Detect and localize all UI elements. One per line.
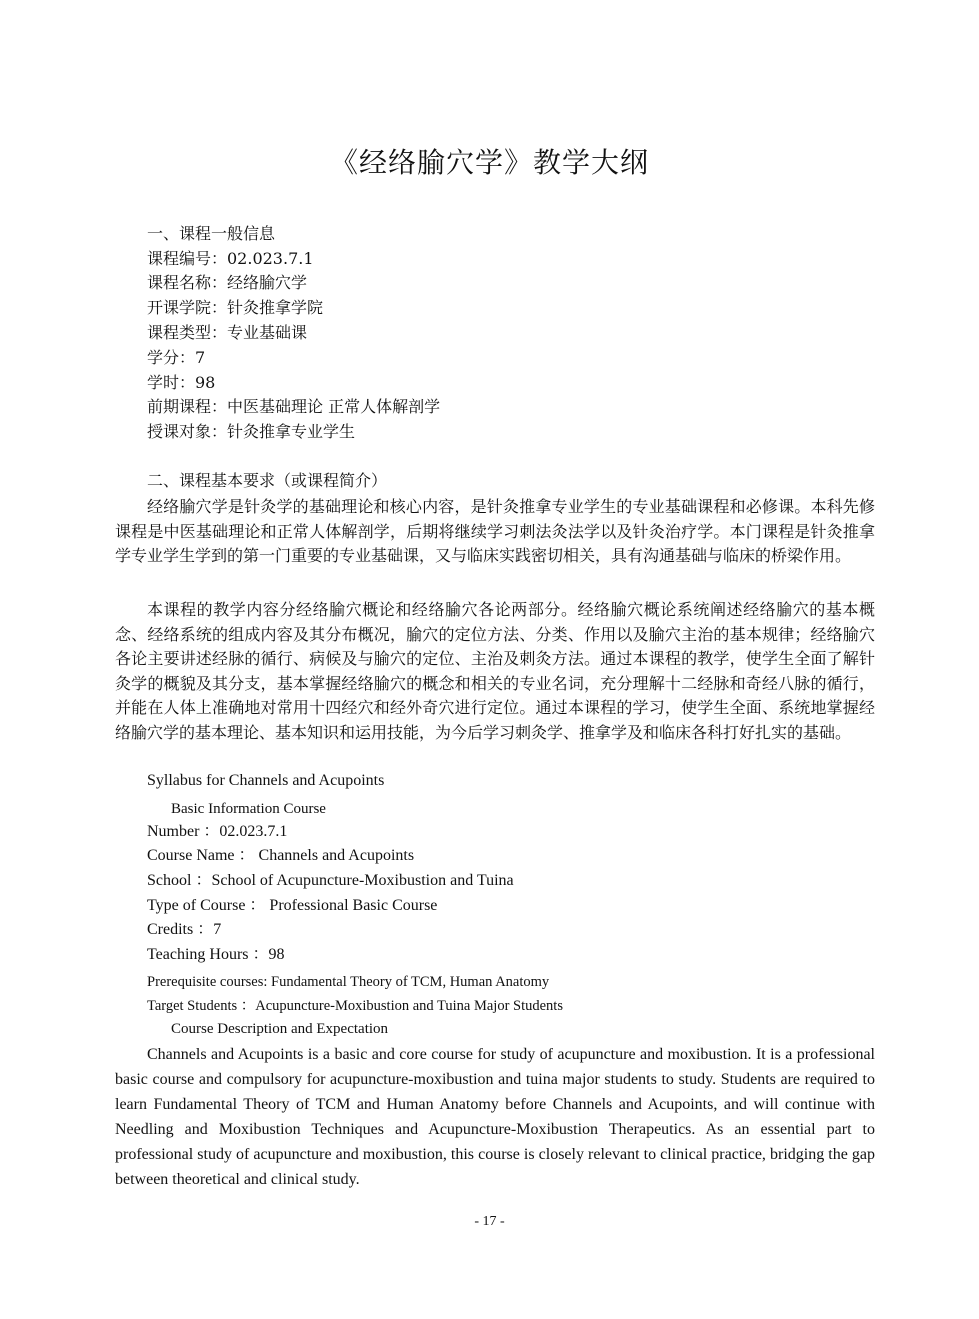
description-heading-en: Course Description and Expectation	[171, 1021, 389, 1037]
syllabus-title-en: Syllabus for Channels and Acupoints	[147, 772, 385, 789]
course-type: 课程类型：专业基础课	[147, 323, 308, 342]
paragraph-content: 本课程的教学内容分经络腧穴概论和经络腧穴各论两部分。经络腧穴概论系统阐述经络腧穴的基本概念、经络系统的组成内容及其分布概况，腧穴的定位方法、分类、作用以及腧穴主治的基本规律；经络腧穴各论主要讲述经脉的循行、病候及与腧穴的定位、主治及刺灸方法。通过本课程的教学，使学生全面了解针灸学的概貌及其分支，基本掌握经络腧穴的概念和相关的专业名词，充分理解十二经脉和奇经八脉的循行，并能在人体上准确地对常用十四经穴和经外奇穴进行定位。通过本课程的学习，使学生全面、系统地掌握经络腧穴学的基本理论、基本知识和运用技能，为今后学习刺灸学、推拿学及和临床各科打好扎实的基础。	[115, 600, 875, 742]
section-heading-requirements: 二、课程基本要求（或课程简介）	[147, 471, 388, 490]
credits-en: Credits ：7	[147, 921, 222, 938]
course-name: 课程名称：经络腧穴学	[147, 273, 308, 292]
basic-info-heading-en: Basic Information Course	[171, 801, 326, 817]
course-type-en: Type of Course ： Professional Basic Course	[147, 897, 438, 914]
course-number: 课程编号：02.023.7.1	[147, 249, 314, 268]
target-students: 授课对象：针灸推拿专业学生	[147, 422, 356, 441]
course-name-en: Course Name ： Channels and Acupoints	[147, 847, 415, 864]
prerequisites-en: Prerequisite courses: Fundamental Theory of TCM, Human Anatomy	[147, 974, 550, 990]
page-title: 《经络腧穴学》教学大纲	[329, 146, 649, 179]
description-paragraph-en: Channels and Acupoints is a basic and core course for study of acupuncture and moxibustion. It is a professional basic course and compulsory for acupuncture-moxibustion and tuina major students to study. Students are required to learn Fundamental Theory of TCM and Human Anatomy before Channels and Acupoints, and will continue with Needling and Moxibustion Techniques and Acupuncture-Moxibustion Therapeutics. As an essential part to professional study of acupuncture and moxibustion, this course is closely relevant to clinical practice, bridging the gap between theoretical and clinical study.	[115, 1046, 875, 1188]
prerequisites: 前期课程：中医基础理论 正常人体解剖学	[147, 397, 441, 416]
credits: 学分：7	[147, 348, 206, 367]
college: 开课学院：针灸推拿学院	[147, 298, 324, 317]
target-students-en: Target Students ：Acupuncture-Moxibustion and Tuina Major Students	[147, 998, 563, 1014]
hours: 学时：98	[147, 373, 216, 392]
number-en: Number ：02.023.7.1	[147, 823, 288, 840]
school-en: School ：School of Acupuncture-Moxibustion and Tuina	[147, 872, 514, 889]
paragraph-intro: 经络腧穴学是针灸学的基础理论和核心内容，是针灸推拿专业学生的专业基础课程和必修课。本科先修课程是中医基础理论和正常人体解剖学，后期将继续学习刺法灸法学以及针灸治疗学。本门课程是针灸推拿学专业学生学到的第一门重要的专业基础课，又与临床实践密切相关，具有沟通基础与临床的桥梁作用。	[115, 497, 875, 566]
page-number: - 17 -	[474, 1214, 505, 1229]
section-heading-general-info: 一、课程一般信息	[147, 224, 276, 243]
teaching-hours-en: Teaching Hours ：98	[147, 946, 285, 963]
